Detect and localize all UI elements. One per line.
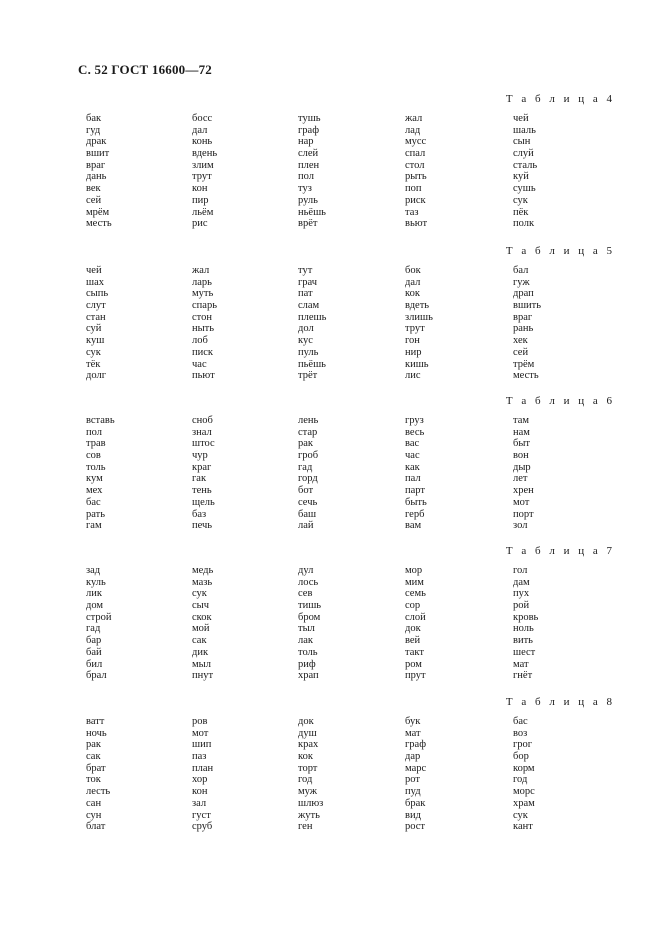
word-item: нир — [405, 346, 422, 358]
word-item: долг — [86, 370, 107, 382]
word-item: пёк — [513, 206, 529, 218]
word-item: сыпь — [86, 288, 109, 300]
word-item: вшит — [86, 148, 110, 160]
word-column — [192, 113, 217, 230]
word-item: печь — [192, 520, 213, 532]
word-item: сак — [192, 635, 207, 647]
word-item: кровь — [513, 611, 539, 623]
word-item: чур — [192, 450, 208, 462]
word-item: вас — [405, 438, 420, 450]
word-item: лесть — [86, 786, 111, 798]
word-item: весь — [405, 426, 425, 438]
word-item: пуль — [298, 346, 319, 358]
word-item: герб — [405, 508, 425, 520]
word-item: корм — [513, 762, 535, 774]
word-item: ньёшь — [298, 206, 326, 218]
word-item: грог — [513, 739, 533, 751]
word-item: сруб — [192, 821, 213, 833]
word-column — [298, 265, 326, 382]
word-item: трут — [405, 323, 425, 335]
word-item: брак — [405, 797, 426, 809]
table-title: Т а б л и ц а 7 — [505, 545, 615, 557]
word-item: кус — [298, 335, 313, 347]
word-column — [192, 265, 217, 382]
word-item: тут — [298, 265, 313, 276]
word-column — [86, 565, 112, 682]
word-item: там — [513, 415, 530, 426]
word-item: кант — [513, 821, 533, 833]
word-item: лик — [86, 588, 102, 600]
word-item: год — [513, 774, 528, 786]
word-item: пол — [298, 171, 314, 183]
table-title: Т а б л и ц а 8 — [505, 696, 615, 708]
word-item: храп — [298, 670, 319, 682]
word-item: рот — [405, 774, 420, 786]
word-item: строй — [86, 611, 112, 623]
word-item: драк — [86, 136, 107, 148]
word-item: храм — [513, 797, 535, 809]
word-item: вставь — [86, 415, 115, 426]
word-item: туз — [298, 183, 312, 195]
word-item: риф — [298, 658, 316, 670]
word-item: кок — [298, 751, 313, 763]
word-item: сор — [405, 600, 421, 612]
word-item: сей — [513, 346, 529, 358]
word-item: ночь — [86, 727, 107, 739]
word-item: рис — [192, 218, 208, 230]
word-item: воз — [513, 727, 528, 739]
word-item: мат — [513, 658, 529, 670]
word-item: медь — [192, 565, 214, 576]
word-item: ром — [405, 658, 422, 670]
word-item: слой — [405, 611, 426, 623]
word-item: год — [298, 774, 313, 786]
word-item: пат — [298, 288, 313, 300]
word-item: куй — [513, 171, 529, 183]
page-header: С. 52 ГОСТ 16600—72 — [78, 62, 212, 77]
word-column — [86, 415, 115, 532]
word-item: вон — [513, 450, 529, 462]
word-item: мим — [405, 576, 424, 588]
word-item: скок — [192, 611, 212, 623]
word-item: лис — [405, 370, 421, 382]
word-item: дом — [86, 600, 104, 612]
word-item: трёт — [298, 370, 318, 382]
word-item: дик — [192, 646, 209, 658]
word-item: кишь — [405, 358, 429, 370]
word-item: дол — [298, 323, 314, 335]
word-item: дань — [86, 171, 107, 183]
word-item: стол — [405, 159, 425, 171]
word-item: гам — [86, 520, 102, 532]
word-item: ноль — [513, 623, 534, 635]
word-item: дул — [298, 565, 314, 576]
word-item: писк — [192, 346, 213, 358]
word-item: таз — [405, 206, 419, 218]
word-item: бил — [86, 658, 103, 670]
word-item: спарь — [192, 300, 217, 312]
word-column — [192, 716, 213, 833]
word-column — [513, 716, 535, 833]
word-item: шах — [86, 276, 104, 288]
word-item: паз — [192, 751, 207, 763]
word-item: зал — [192, 797, 207, 809]
word-item: слуй — [513, 148, 534, 160]
word-item: враг — [86, 159, 106, 171]
word-column — [298, 113, 326, 230]
word-item: сечь — [298, 496, 318, 508]
word-item: док — [405, 623, 421, 635]
word-column — [86, 265, 108, 382]
word-item: плешь — [298, 311, 327, 323]
word-item: гроб — [298, 450, 319, 462]
word-item: гол — [513, 565, 528, 576]
word-item: лоб — [192, 335, 208, 347]
word-item: полк — [513, 218, 535, 230]
word-item: мазь — [192, 576, 213, 588]
word-item: дал — [192, 124, 208, 136]
word-item: враг — [513, 311, 533, 323]
word-item: мой — [192, 623, 210, 635]
word-column — [86, 716, 110, 833]
word-item: трут — [192, 171, 212, 183]
word-item: морс — [513, 786, 535, 798]
word-item: сук — [513, 194, 528, 206]
table-title: Т а б л и ц а 5 — [505, 245, 615, 257]
table-title: Т а б л и ц а 4 — [505, 93, 615, 105]
word-item: вам — [405, 520, 422, 532]
word-item: пнут — [192, 670, 214, 682]
word-column — [405, 716, 426, 833]
word-item: сук — [192, 588, 207, 600]
word-item: дыр — [513, 461, 531, 473]
word-item: ров — [192, 716, 208, 727]
word-column — [513, 565, 538, 682]
word-item: жал — [405, 113, 423, 124]
table-title: Т а б л и ц а 6 — [505, 395, 615, 407]
word-item: прут — [405, 670, 426, 682]
word-item: рой — [513, 600, 530, 612]
word-item: чей — [513, 113, 529, 124]
word-item: лет — [513, 473, 528, 485]
word-item: мор — [405, 565, 423, 576]
word-item: мрём — [86, 206, 110, 218]
word-item: куш — [86, 335, 105, 347]
word-item: зад — [86, 565, 101, 576]
word-item: горд — [298, 473, 318, 485]
word-item: месть — [86, 218, 112, 230]
word-item: льём — [192, 206, 214, 218]
word-item: поп — [405, 183, 422, 195]
word-item: жуть — [298, 809, 320, 821]
word-item: рак — [86, 739, 102, 751]
word-column — [405, 565, 426, 682]
word-item: парт — [405, 485, 425, 497]
word-item: слей — [298, 148, 319, 160]
word-item: душ — [298, 727, 317, 739]
word-item: гон — [405, 335, 420, 347]
word-item: щель — [192, 496, 215, 508]
word-column — [192, 415, 215, 532]
word-item: нам — [513, 426, 530, 438]
word-item: рак — [298, 438, 314, 450]
word-item: мусс — [405, 136, 427, 148]
word-item: пал — [405, 473, 421, 485]
word-item: час — [192, 358, 207, 370]
word-item: трав — [86, 438, 106, 450]
word-item: груз — [405, 415, 424, 426]
word-item: пуд — [405, 786, 421, 798]
word-item: как — [405, 461, 420, 473]
word-item: век — [86, 183, 101, 195]
word-item: бай — [86, 646, 102, 658]
word-item: врёт — [298, 218, 318, 230]
word-item: кум — [86, 473, 103, 485]
word-item: лад — [405, 124, 421, 136]
word-item: пьёшь — [298, 358, 326, 370]
word-item: бас — [513, 716, 528, 727]
word-item: кок — [405, 288, 420, 300]
word-item: стан — [86, 311, 106, 323]
word-item: блат — [86, 821, 106, 833]
word-item: гуж — [513, 276, 530, 288]
word-item: баш — [298, 508, 317, 520]
word-item: сей — [86, 194, 102, 206]
word-item: мот — [513, 496, 530, 508]
word-item: сын — [513, 136, 531, 148]
word-item: сыч — [192, 600, 209, 612]
word-item: план — [192, 762, 214, 774]
word-item: сев — [298, 588, 313, 600]
word-item: вид — [405, 809, 421, 821]
word-item: лак — [298, 635, 314, 647]
word-item: сан — [86, 797, 102, 809]
word-item: брат — [86, 762, 106, 774]
word-item: шлюз — [298, 797, 324, 809]
word-item: гнёт — [513, 670, 533, 682]
word-item: брал — [86, 670, 107, 682]
word-column — [405, 415, 427, 532]
word-item: такт — [405, 646, 424, 658]
word-item: злим — [192, 159, 214, 171]
word-item: дал — [405, 276, 421, 288]
word-item: сов — [86, 450, 101, 462]
word-item: баз — [192, 508, 207, 520]
word-item: лай — [298, 520, 314, 532]
word-item: вшить — [513, 300, 542, 312]
word-item: мыл — [192, 658, 211, 670]
word-item: ларь — [192, 276, 212, 288]
word-item: кон — [192, 786, 208, 798]
word-item: вьют — [405, 218, 428, 230]
word-item: гуд — [86, 124, 101, 136]
word-item: зол — [513, 520, 528, 532]
word-item: сун — [86, 809, 102, 821]
word-item: сук — [513, 809, 528, 821]
word-item: пир — [192, 194, 209, 206]
word-column — [513, 265, 541, 382]
word-column — [298, 415, 318, 532]
word-item: краг — [192, 461, 212, 473]
word-item: сталь — [513, 159, 538, 171]
word-column — [192, 565, 213, 682]
word-item: марс — [405, 762, 427, 774]
word-item: быть — [405, 496, 427, 508]
word-item: сушь — [513, 183, 536, 195]
word-item: ток — [86, 774, 101, 786]
word-item: бот — [298, 485, 314, 497]
word-item: толь — [298, 646, 318, 658]
word-item: бром — [298, 611, 321, 623]
word-item: бар — [86, 635, 102, 647]
word-item: семь — [405, 588, 426, 600]
word-column — [513, 113, 537, 230]
word-column — [513, 415, 534, 532]
word-item: хек — [513, 335, 528, 347]
word-item: риск — [405, 194, 426, 206]
word-item: знал — [192, 426, 212, 438]
word-item: вить — [513, 635, 533, 647]
word-item: кон — [192, 183, 208, 195]
word-item: рать — [86, 508, 106, 520]
word-item: босс — [192, 113, 213, 124]
word-item: стар — [298, 426, 318, 438]
word-item: нар — [298, 136, 314, 148]
word-item: злишь — [405, 311, 433, 323]
word-item: тыл — [298, 623, 315, 635]
word-item: лень — [298, 415, 319, 426]
word-item: рыть — [405, 171, 427, 183]
word-item: слут — [86, 300, 106, 312]
word-item: мех — [86, 485, 103, 497]
word-item: бор — [513, 751, 529, 763]
word-item: пол — [86, 426, 102, 438]
word-item: ныть — [192, 323, 215, 335]
word-item: слам — [298, 300, 320, 312]
word-item: тишь — [298, 600, 322, 612]
word-item: драп — [513, 288, 534, 300]
word-item: тёк — [86, 358, 101, 370]
word-item: руль — [298, 194, 318, 206]
word-item: лось — [298, 576, 319, 588]
word-item: стон — [192, 311, 212, 323]
word-column — [86, 113, 112, 230]
word-item: конь — [192, 136, 213, 148]
word-item: порт — [513, 508, 534, 520]
word-item: толь — [86, 461, 106, 473]
word-item: крах — [298, 739, 319, 751]
word-item: граф — [405, 739, 427, 751]
word-item: пух — [513, 588, 530, 600]
word-column — [298, 716, 323, 833]
word-item: трём — [513, 358, 535, 370]
word-item: шест — [513, 646, 536, 658]
word-item: торт — [298, 762, 318, 774]
word-item: бак — [86, 113, 102, 124]
word-item: час — [405, 450, 420, 462]
word-item: тушь — [298, 113, 321, 124]
word-item: ген — [298, 821, 313, 833]
word-item: спал — [405, 148, 426, 160]
word-item: вдень — [192, 148, 218, 160]
word-item: тень — [192, 485, 212, 497]
word-item: вей — [405, 635, 421, 647]
word-item: гад — [86, 623, 101, 635]
word-item: мат — [405, 727, 421, 739]
word-item: сноб — [192, 415, 213, 426]
word-item: док — [298, 716, 314, 727]
word-item: муж — [298, 786, 318, 798]
word-item: дам — [513, 576, 530, 588]
word-column — [405, 265, 433, 382]
word-item: суй — [86, 323, 102, 335]
word-item: гад — [298, 461, 313, 473]
word-item: дар — [405, 751, 421, 763]
word-item: рост — [405, 821, 426, 833]
word-item: быт — [513, 438, 530, 450]
word-item: ватт — [86, 716, 105, 727]
word-item: месть — [513, 370, 539, 382]
word-item: шаль — [513, 124, 536, 136]
word-item: сук — [86, 346, 101, 358]
word-item: чей — [86, 265, 102, 276]
word-item: шип — [192, 739, 212, 751]
word-item: рань — [513, 323, 534, 335]
word-item: густ — [192, 809, 211, 821]
word-item: гак — [192, 473, 207, 485]
word-item: муть — [192, 288, 214, 300]
word-item: хор — [192, 774, 208, 786]
word-item: хрен — [513, 485, 534, 497]
word-item: пьют — [192, 370, 215, 382]
word-item: вдеть — [405, 300, 430, 312]
word-item: бок — [405, 265, 421, 276]
word-item: бал — [513, 265, 529, 276]
word-item: мот — [192, 727, 209, 739]
word-item: граф — [298, 124, 320, 136]
word-item: куль — [86, 576, 106, 588]
word-item: бас — [86, 496, 101, 508]
word-item: жал — [192, 265, 210, 276]
word-item: плен — [298, 159, 320, 171]
word-item: штос — [192, 438, 215, 450]
word-column — [298, 565, 321, 682]
word-item: бук — [405, 716, 421, 727]
word-item: грач — [298, 276, 318, 288]
word-item: сак — [86, 751, 101, 763]
word-column — [405, 113, 427, 230]
